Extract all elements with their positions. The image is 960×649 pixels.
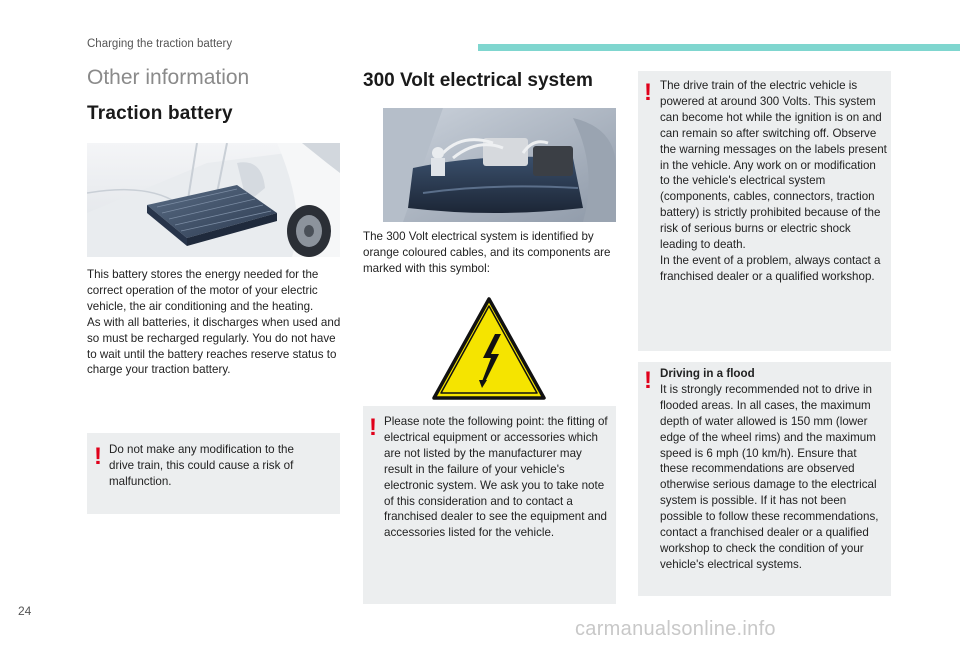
traction-paragraph-1: This battery stores the energy needed for the correct operation of the motor of your electric vehicle, the air conditioning and the heating. bbox=[87, 268, 319, 313]
flood-warning-note bbox=[638, 362, 891, 596]
drive-train-paragraph-1: The drive train of the electric vehicle is powered at around 300 Volts. This system can become hot while the ignition is on and can remain so after switching off. Observe the warning messages on the labels present in the vehicle. Any work on or modification to the vehicle's electrical system (components, cables, connectors, traction battery) is strictly prohibited because of the risk of serious burns or electric shock leading to death. bbox=[660, 79, 887, 252]
traction-paragraph-2: As with all batteries, it discharges when used and so must be recharged regularly. You do not have to wait until the battery reaches reserve status to charge your traction battery. bbox=[87, 315, 341, 377]
traction-battery-text bbox=[87, 267, 345, 378]
exclamation-icon: ! bbox=[644, 79, 652, 106]
page-number: 24 bbox=[18, 604, 32, 618]
high-voltage-symbol bbox=[431, 296, 547, 402]
modification-warning-text: Do not make any modification to the drive train, this could cause a risk of malfunction. bbox=[109, 443, 294, 488]
exclamation-icon: ! bbox=[644, 367, 652, 394]
page-section-title: Other information bbox=[87, 66, 250, 89]
header-accent-bar bbox=[478, 44, 960, 51]
voltage-system-intro: The 300 Volt electrical system is identified by orange coloured cables, and its components are marked with this symbol: bbox=[363, 230, 611, 275]
traction-battery-heading: Traction battery bbox=[87, 103, 233, 124]
flood-warning-text bbox=[660, 366, 888, 573]
drive-train-paragraph-2: In the event of a problem, always contact a franchised dealer or a qualified workshop. bbox=[660, 253, 881, 283]
modification-warning-note bbox=[87, 433, 340, 514]
accessories-warning-text: Please note the following point: the fitting of electrical equipment or accessories which are not listed by the manufacturer may result in the failure of your vehicle's electronic system. We ask you to take note of this consideration and to contact a franchised dealer to see the equipment and accessories listed for the vehicle. bbox=[384, 415, 608, 540]
traction-battery-illustration bbox=[87, 143, 340, 257]
section-header-label: Charging the traction battery bbox=[87, 38, 233, 50]
exclamation-icon: ! bbox=[94, 443, 102, 470]
site-watermark: carmanualsonline.info bbox=[575, 618, 776, 640]
accessories-warning-note bbox=[363, 406, 616, 604]
exclamation-icon: ! bbox=[369, 414, 377, 441]
drive-train-warning-text bbox=[660, 78, 887, 285]
voltage-system-heading: 300 Volt electrical system bbox=[363, 70, 593, 91]
drive-train-warning-note bbox=[638, 71, 891, 351]
flood-warning-title: Driving in a flood bbox=[660, 367, 755, 380]
flood-warning-body: It is strongly recommended not to drive in flooded areas. In all cases, the maximum depth of water allowed is 150 mm (lower edge of the wheel rims) and the maximum speed is 6 mph (10 km/h). Ensure that these recommendations are observed otherwise serious damage to the electrical system is possible. If it has not been possible to follow these recommendations, contact a franchised dealer or a qualified workshop to check the condition of your vehicle's electrical systems. bbox=[660, 382, 879, 571]
electrical-system-illustration bbox=[383, 108, 616, 222]
